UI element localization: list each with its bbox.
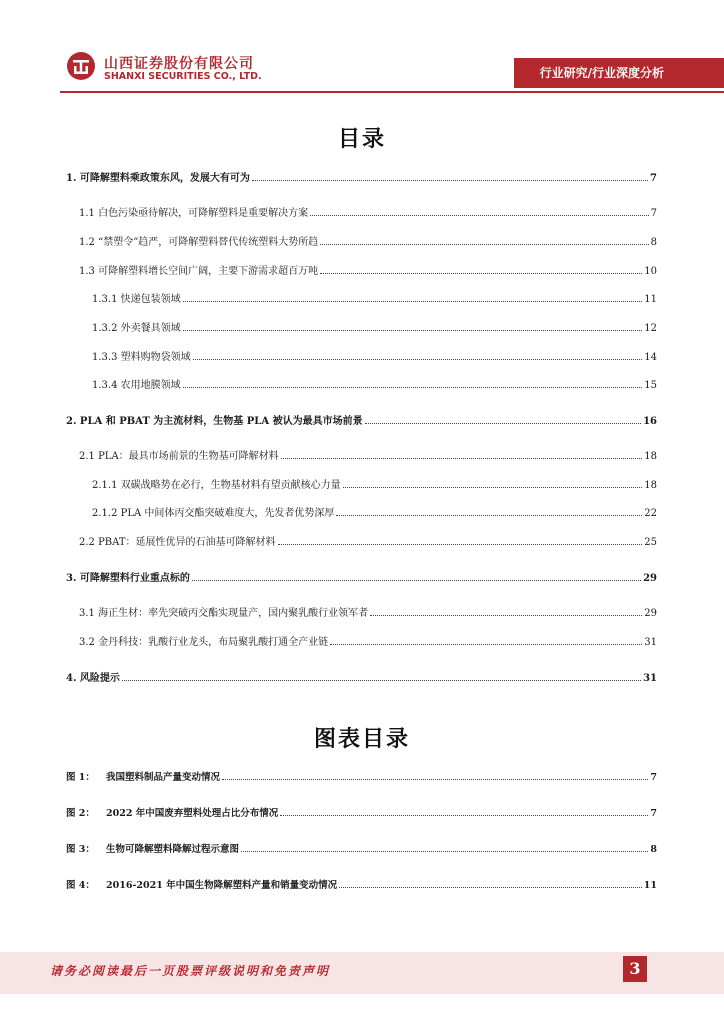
toc-entry[interactable] bbox=[0, 566, 724, 584]
toc-entry[interactable] bbox=[0, 230, 724, 248]
toc-entry[interactable] bbox=[0, 316, 724, 334]
toc-entry-page: 14 bbox=[644, 352, 657, 363]
toc-entry-page: 8 bbox=[650, 237, 657, 248]
toc-entry[interactable] bbox=[0, 201, 724, 219]
toc-entry-page: 11 bbox=[644, 294, 657, 305]
toc-entry-page: 25 bbox=[644, 537, 657, 548]
toc-entry[interactable] bbox=[0, 530, 724, 548]
company-name-cn: 山西证券股份有限公司 bbox=[104, 56, 254, 72]
figure-entry-label bbox=[66, 841, 239, 855]
toc-entry-page: 31 bbox=[644, 637, 657, 648]
toc-leader bbox=[320, 244, 648, 245]
toc-entry-label: 2.1.2 PLA 中间体丙交酯突破难度大，先发者优势深厚 bbox=[92, 508, 335, 519]
figure-entry[interactable] bbox=[0, 873, 724, 891]
figure-entry-caption: 2016-2021 年中国生物降解塑料产量和销量变动情况 bbox=[106, 880, 338, 891]
toc-entry-label: 1.1 白色污染亟待解决，可降解塑料是重要解决方案 bbox=[79, 208, 309, 219]
toc-entry-page: 16 bbox=[643, 416, 657, 427]
toc-entry-label: 1.3.3 塑料购物袋领域 bbox=[92, 352, 191, 363]
toc-entry[interactable] bbox=[0, 501, 724, 519]
toc-leader bbox=[281, 458, 643, 459]
figure-entry-page: 8 bbox=[650, 844, 657, 855]
toc-leader bbox=[122, 680, 641, 681]
toc-entry-label: 1.3 可降解塑料增长空间广阔，主要下游需求超百万吨 bbox=[79, 266, 319, 277]
figure-entry[interactable] bbox=[0, 765, 724, 783]
toc-entry-page: 12 bbox=[644, 323, 657, 334]
toc-leader bbox=[336, 515, 642, 516]
disclaimer-text[interactable]: 请务必阅读最后一页股票评级说明和免责声明 bbox=[50, 964, 331, 978]
page-header bbox=[0, 0, 724, 100]
toc-entry-label: 2.1.1 双碳战略势在必行，生物基材料有望贡献核心力量 bbox=[92, 480, 341, 491]
toc-entry-label: 2. PLA 和 PBAT 为主流材料，生物基 PLA 被认为最具市场前景 bbox=[66, 416, 363, 427]
toc-entry-page: 29 bbox=[644, 608, 657, 619]
toc-entry-label: 1.3.1 快递包装领域 bbox=[92, 294, 181, 305]
toc-entry-label: 3.1 海正生材：率先突破丙交酯实现量产，国内聚乳酸行业领军者 bbox=[79, 608, 369, 619]
toc-entry[interactable] bbox=[0, 409, 724, 427]
toc-leader bbox=[193, 359, 643, 360]
toc-leader bbox=[252, 180, 648, 181]
figure-entry-caption: 2022 年中国废弃塑料处理占比分布情况 bbox=[106, 808, 279, 819]
toc-leader bbox=[320, 273, 642, 274]
figure-entry-label bbox=[66, 769, 220, 783]
figure-entry-page: 7 bbox=[650, 808, 657, 819]
toc-entry-page: 18 bbox=[644, 451, 657, 462]
figure-entry-page: 7 bbox=[650, 772, 657, 783]
toc-leader bbox=[330, 644, 642, 645]
figure-entry-number: 图 4： bbox=[66, 880, 95, 891]
toc-leader bbox=[310, 215, 649, 216]
toc-leader bbox=[280, 815, 648, 816]
toc-entry-page: 7 bbox=[650, 208, 657, 219]
figure-entry-caption: 我国塑料制品产量变动情况 bbox=[106, 772, 221, 783]
figure-entry-label bbox=[66, 805, 278, 819]
toc-entry-label: 1.2 “禁塑令”趋严，可降解塑料替代传统塑料大势所趋 bbox=[79, 237, 319, 248]
toc-entry-page: 10 bbox=[644, 266, 657, 277]
toc-entry-label: 1.3.2 外卖餐具领域 bbox=[92, 323, 181, 334]
toc-entry-label: 2.1 PLA：最具市场前景的生物基可降解材料 bbox=[79, 451, 279, 462]
toc-leader bbox=[192, 580, 641, 581]
toc-entry[interactable] bbox=[0, 666, 724, 684]
toc-leader bbox=[183, 301, 643, 302]
toc-entry-label: 2.2 PBAT：延展性优异的石油基可降解材料 bbox=[79, 537, 276, 548]
toc-leader bbox=[370, 615, 642, 616]
figure-entry[interactable] bbox=[0, 837, 724, 855]
toc-leader bbox=[241, 851, 648, 852]
toc-entry-page: 29 bbox=[643, 573, 657, 584]
header-divider bbox=[60, 91, 724, 93]
toc-leader bbox=[183, 387, 643, 388]
toc-entry-page: 18 bbox=[644, 480, 657, 491]
toc-entry[interactable] bbox=[0, 345, 724, 363]
toc-entry[interactable] bbox=[0, 259, 724, 277]
toc-leader bbox=[339, 887, 642, 888]
figure-entry-number: 图 2： bbox=[66, 808, 95, 819]
figure-entry-number: 图 1： bbox=[66, 772, 95, 783]
toc-entry-page: 22 bbox=[644, 508, 657, 519]
figure-entry-label bbox=[66, 877, 337, 891]
toc-entry[interactable] bbox=[0, 630, 724, 648]
company-logo-icon bbox=[66, 51, 96, 81]
figure-entry[interactable] bbox=[0, 801, 724, 819]
report-type-banner: 行业研究/行业深度分析 bbox=[514, 58, 724, 88]
toc-entry-label: 1. 可降解塑料乘政策东风，发展大有可为 bbox=[66, 173, 250, 184]
toc-entry[interactable] bbox=[0, 444, 724, 462]
figures-title: 图表目录 bbox=[313, 727, 410, 752]
toc-entry-label: 1.3.4 农用地膜领域 bbox=[92, 380, 181, 391]
toc-entry-page: 15 bbox=[644, 380, 657, 391]
figure-entry-page: 11 bbox=[643, 880, 657, 891]
toc-leader bbox=[343, 487, 643, 488]
company-name-en: SHANXI SECURITIES CO., LTD. bbox=[104, 71, 262, 82]
toc-entry-label: 4. 风险提示 bbox=[66, 673, 120, 684]
figure-entry-number: 图 3： bbox=[66, 844, 95, 855]
toc-title: 目录 bbox=[337, 127, 386, 152]
toc-entry-label: 3. 可降解塑料行业重点标的 bbox=[66, 573, 190, 584]
toc-entry-page: 7 bbox=[650, 173, 657, 184]
toc-leader bbox=[365, 423, 642, 424]
toc-entry[interactable] bbox=[0, 287, 724, 305]
toc-leader bbox=[183, 330, 643, 331]
toc-leader bbox=[222, 779, 648, 780]
toc-entry-page: 31 bbox=[643, 673, 657, 684]
page-number: 3 bbox=[623, 956, 647, 982]
figure-entry-caption: 生物可降解塑料降解过程示意图 bbox=[106, 844, 240, 855]
toc-entry[interactable] bbox=[0, 373, 724, 391]
toc-entry[interactable] bbox=[0, 601, 724, 619]
toc-entry[interactable] bbox=[0, 166, 724, 184]
toc-leader bbox=[278, 544, 643, 545]
toc-entry-label: 3.2 金丹科技：乳酸行业龙头，布局聚乳酸打通全产业链 bbox=[79, 637, 329, 648]
toc-entry[interactable] bbox=[0, 473, 724, 491]
